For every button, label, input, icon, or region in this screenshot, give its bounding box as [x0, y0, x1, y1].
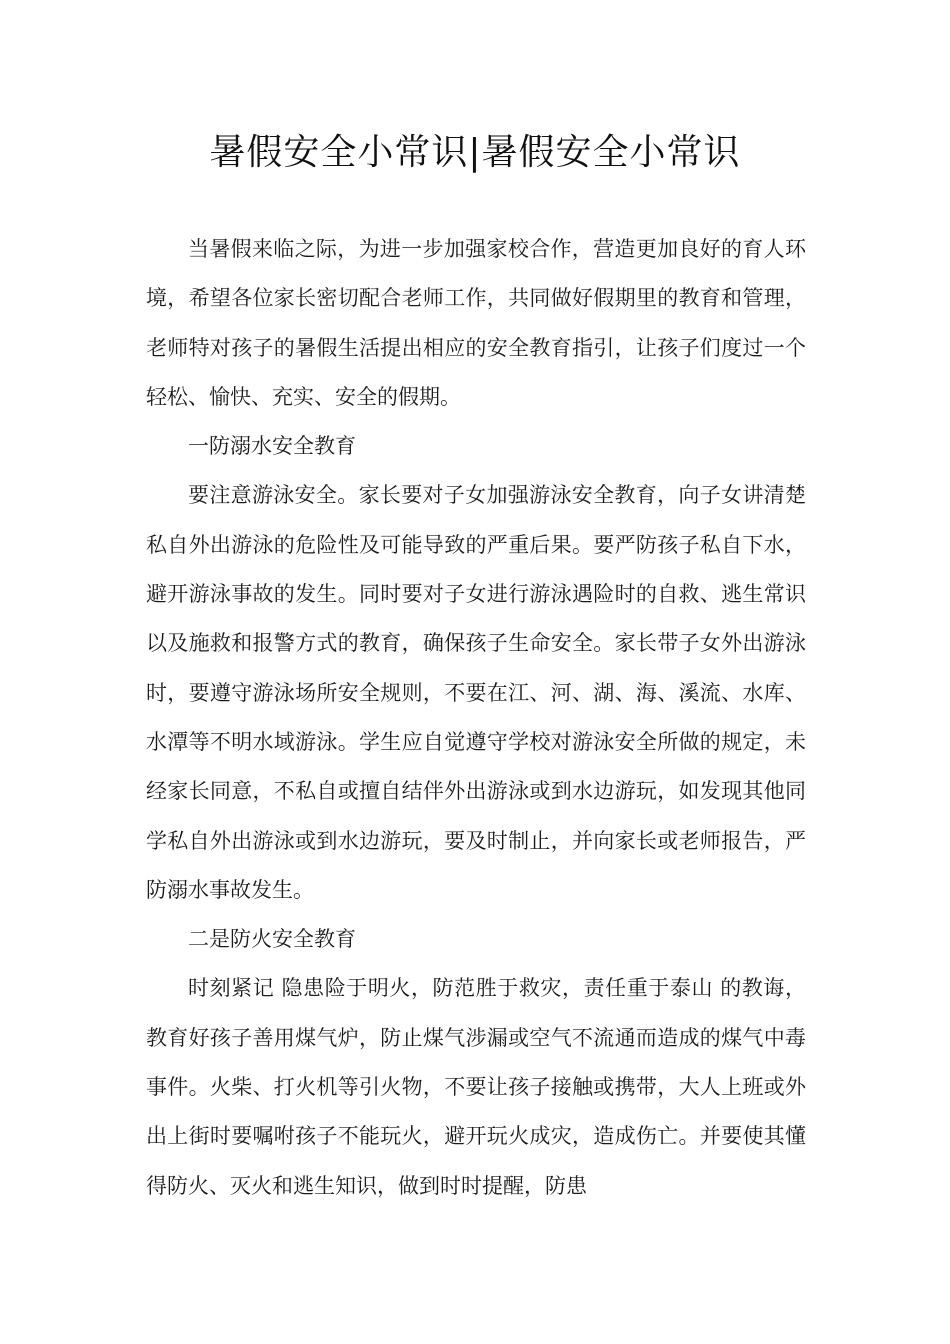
paragraph-drowning: 要注意游泳安全。家长要对子女加强游泳安全教育，向子女讲清楚私自外出游泳的危险性及可能导致的严重后果。要严防孩子私自下水，避开游泳事故的发生。同时要对子女进行游泳遇险时的自救、逃生常识以及施救和报警方式的教育，确保孩子生命安全。家长带子女外出游泳时，要遵守游泳场所安全规则，不要在江、河、湖、海、溪流、水库、水潭等不明水域游泳。学生应自觉遵守学校对游泳安全所做的规定，未经家长同意，不私自或擅自结伴外出游泳或到水边游玩，如发现其他同学私自外出游泳或到水边游玩，要及时制止，并向家长或老师报告，严防溺水事故发生。 [146, 483, 806, 902]
paragraph-fire: 时刻紧记 隐患险于明火，防范胜于救灾，责任重于泰山 的教诲，教育好孩子善用煤气炉，防止煤气涉漏或空气不流通而造成的煤气中毒事件。火柴、打火机等引火物，不要让孩子接触或携带，大人上班或外出上街时要嘱咐孩子不能玩火，避开玩火成灾，造成伤亡。并要使其懂得防火、灭火和逃生知识，做到时时提醒，防患 [146, 976, 806, 1198]
paragraph-intro: 当暑假来临之际，为进一步加强家校合作，营造更加良好的育人环境，希望各位家长密切配合老师工作，共同做好假期里的教育和管理，老师特对孩子的暑假生活提出相应的安全教育指引，让孩子们度过一个轻松、愉快、充实、安全的假期。 [146, 237, 806, 409]
document-title: 暑假安全小常识|暑假安全小常识 [209, 132, 741, 173]
section-heading-fire: 二是防火安全教育 [188, 927, 356, 952]
document-body [146, 225, 806, 1211]
section-heading-drowning: 一防溺水安全教育 [188, 434, 356, 459]
